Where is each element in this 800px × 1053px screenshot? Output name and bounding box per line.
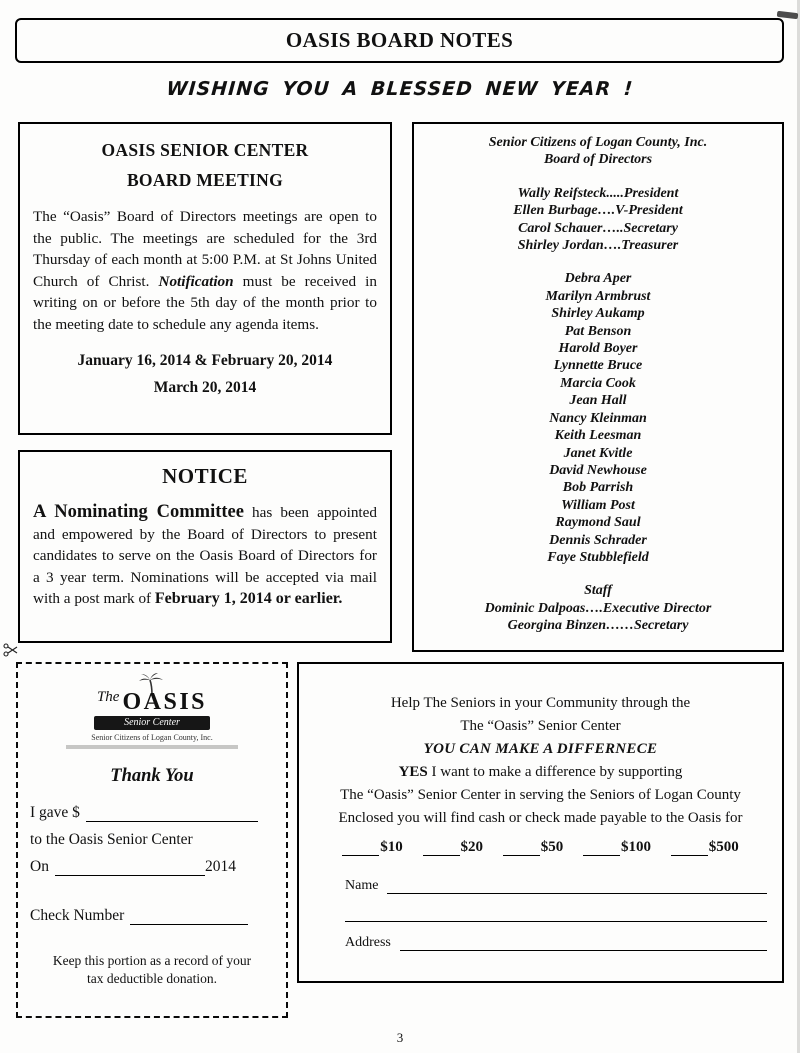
amount-label: $500: [708, 839, 739, 855]
logo-org-line: Senior Citizens of Logan County, Inc.: [91, 733, 213, 742]
page-number: 3: [396, 1030, 404, 1045]
amount-option: [503, 839, 564, 855]
staff-heading: Staff: [584, 583, 612, 599]
amount-checkbox-line: [671, 841, 708, 856]
amount-checkbox-line: [583, 841, 620, 856]
member-line: Lynnette Bruce: [553, 358, 643, 374]
oasis-logo: [30, 670, 274, 754]
amount-option: [423, 839, 484, 855]
notice-heading: NOTICE: [162, 464, 248, 488]
member-line: Nancy Kleinman: [549, 410, 647, 426]
staff-line: Georgina Binzen……Secretary: [507, 618, 689, 634]
officer-line: Shirley Jordan….Treasurer: [517, 238, 679, 254]
make-a-difference-heading: YOU CAN MAKE A DIFFERNECE: [423, 741, 658, 757]
amount-label: $10: [380, 839, 403, 855]
check-number-label: Check Number: [30, 907, 125, 924]
check-number-row: [30, 907, 274, 925]
notice-deadline: February 1, 2014 or earlier.: [154, 590, 343, 607]
address-label: Address: [345, 935, 391, 950]
date-row: [30, 858, 274, 876]
member-line: David Newhouse: [549, 462, 647, 478]
member-line: Dennis Schrader: [549, 532, 647, 548]
board-meeting-text-2: must be received in writing on or before the 5th day of the month prior to the meeting date to schedule any agenda items.: [33, 272, 377, 333]
spacer: [414, 169, 782, 185]
logo-the-text: The: [96, 689, 120, 705]
member-line: Shirley Aukamp: [551, 306, 645, 322]
notification-emphasis: Notification: [158, 272, 234, 290]
donation-line1: Help The Seniors in your Community through the: [390, 695, 691, 711]
officer-line: Wally Reifsteck.....President: [517, 185, 679, 201]
directors-subtitle: Board of Directors: [543, 152, 653, 168]
notice-paragraph: [33, 502, 377, 610]
notice-box: [18, 450, 392, 643]
scissors-icon: [3, 642, 19, 663]
address-field-row: [345, 935, 767, 951]
page-title-box: [15, 18, 784, 63]
amount-option: [342, 839, 403, 855]
donation-line6: Enclosed you will find cash or check made payable to the Oasis for: [338, 810, 743, 826]
keep-note-line2: tax deductible donation.: [86, 971, 218, 986]
thank-you-heading: Thank You: [110, 766, 194, 786]
keep-portion-note: [30, 952, 274, 988]
amount-label: $50: [540, 839, 564, 855]
amount-label: $100: [621, 839, 651, 855]
yes-emphasis: YES: [398, 764, 428, 780]
board-meeting-heading-line1: OASIS SENIOR CENTER: [101, 140, 309, 160]
spacer: [414, 566, 782, 582]
donation-line4-rest: I want to make a difference by supporting: [427, 764, 683, 780]
i-gave-label: I gave $: [30, 804, 80, 821]
board-meeting-text-1: The “Oasis” Board of Directors meetings are open to the public. The meetings are scheduled for the 3rd Thursday of each month at 5:00 P.M. at St Johns United Church of Christ.: [33, 208, 377, 290]
member-line: William Post: [561, 497, 635, 513]
amount-checkbox-line: [342, 841, 379, 856]
board-meeting-heading-line2: BOARD MEETING: [126, 170, 284, 190]
page-title: OASIS BOARD NOTES: [285, 28, 514, 52]
member-line: Keith Leesman: [554, 428, 642, 444]
board-meeting-box: [18, 122, 392, 435]
date-blank-line: [55, 861, 205, 876]
amount-blank-line: [86, 807, 258, 822]
member-line: Marilyn Armbrust: [545, 288, 651, 304]
member-line: Marcia Cook: [560, 375, 636, 391]
donation-form-box: [297, 662, 784, 983]
on-label: On: [30, 858, 49, 875]
member-line: Debra Aper: [564, 271, 632, 287]
name-label: Name: [345, 878, 379, 893]
member-line: Bob Parrish: [562, 480, 634, 496]
to-oasis-label: to the Oasis Senior Center: [30, 831, 193, 848]
amount-option: [671, 839, 739, 855]
year-label: 2014: [204, 858, 236, 875]
logo-senior-center-banner: Senior Center: [94, 716, 210, 730]
i-gave-row: [30, 804, 274, 822]
logo-oasis-text: OASIS: [122, 689, 208, 715]
amount-checkbox-line: [503, 841, 540, 856]
member-line: Jean Hall: [569, 393, 627, 409]
donation-line4: [309, 761, 772, 784]
address-blank-line: [400, 936, 767, 951]
spacer: [414, 254, 782, 270]
name-continuation-line: [345, 909, 767, 922]
amount-label: $20: [460, 839, 483, 855]
donation-line2: The “Oasis” Senior Center: [460, 718, 621, 734]
logo-wordmark: [30, 689, 274, 716]
member-line: Harold Boyer: [558, 341, 638, 357]
officer-line: Carol Schauer…..Secretary: [518, 220, 678, 236]
board-meeting-paragraph: [33, 206, 377, 335]
name-field-row: [345, 878, 767, 894]
officer-line: Ellen Burbage….V-President: [513, 203, 683, 219]
new-year-greeting: WISHING YOU A BLESSED NEW YEAR !: [165, 78, 635, 100]
notice-text: has been appointed and empowered by the Board of Directors to present candidates to serve on the Oasis Board of Directors for a 3 year term. Nominations will be accepted via mail with a post mark of: [33, 504, 377, 607]
name-blank-line: [387, 879, 767, 894]
amount-checkbox-line: [423, 841, 460, 856]
member-line: Raymond Saul: [555, 515, 641, 531]
meeting-dates-line1: January 16, 2014 & February 20, 2014: [77, 352, 333, 369]
member-line: Pat Benson: [564, 323, 632, 339]
member-line: Janet Kvitle: [563, 445, 633, 461]
amount-option: [583, 839, 651, 855]
board-of-directors-box: [412, 122, 784, 652]
meeting-dates-line2: March 20, 2014: [153, 379, 257, 396]
amount-options-row: [309, 839, 772, 856]
directors-org-name: Senior Citizens of Logan County, Inc.: [488, 135, 708, 150]
member-line: Faye Stubblefield: [547, 549, 649, 565]
staff-line: Dominic Dalpoas….Executive Director: [484, 600, 712, 616]
donation-receipt-coupon: [16, 662, 288, 1018]
logo-fine-print-line: [66, 745, 238, 749]
keep-note-line1: Keep this portion as a record of your: [52, 953, 252, 968]
nominating-committee-lead: A Nominating Committee: [33, 502, 244, 522]
check-number-blank-line: [130, 910, 248, 925]
donation-line5: The “Oasis” Senior Center in serving the Seniors of Logan County: [340, 787, 741, 803]
